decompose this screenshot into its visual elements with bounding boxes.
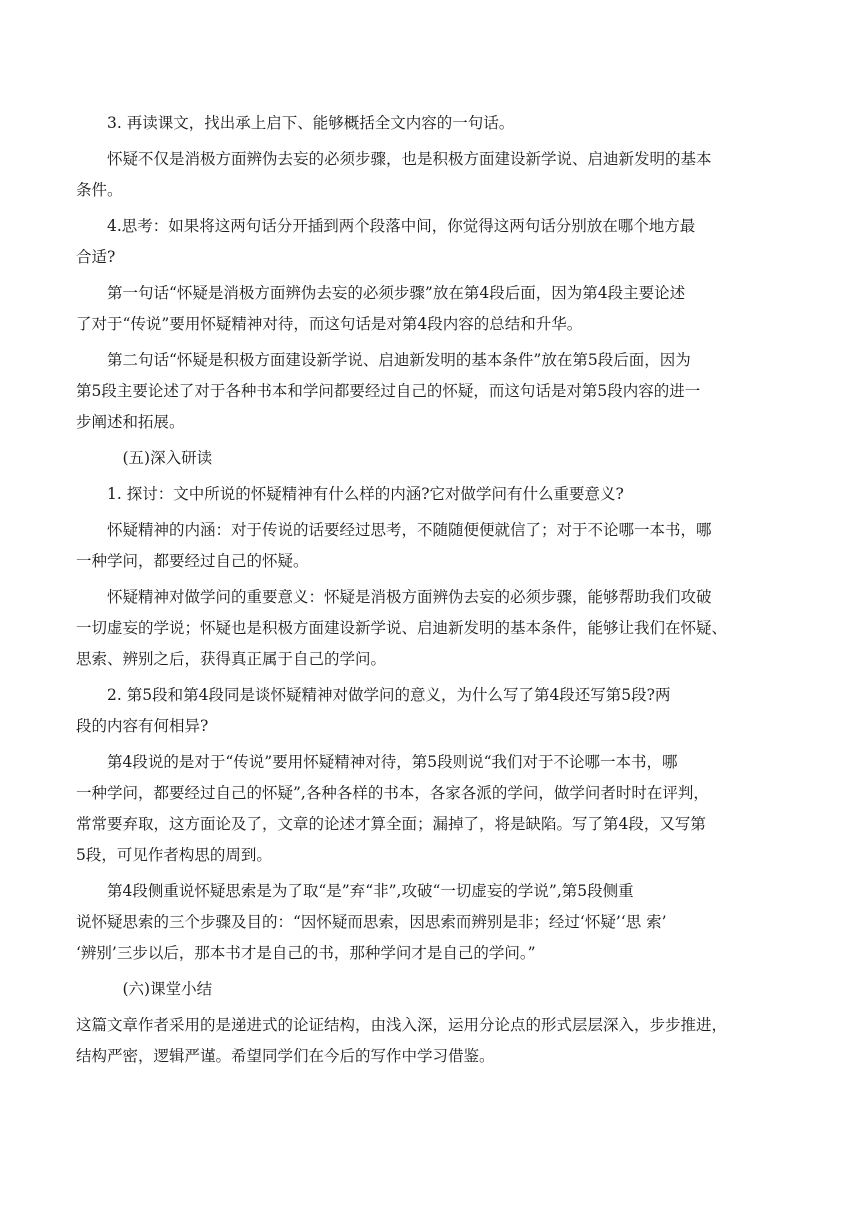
- paragraph: [76, 144, 788, 206]
- text-line: 常常要弃取，这方面论及了，文章的论述才算全面；漏掉了，将是缺陷。写了第4段，又写第: [76, 815, 706, 833]
- text-line: 第4段侧重说怀疑思索是为了取“是”弃“非”,攻破“一切虚妄的学说”,第5段侧重: [107, 882, 634, 900]
- text-line: 一种学问，都要经过自己的怀疑。: [76, 552, 309, 570]
- text-line: 第二句话“怀疑是积极方面建设新学说、启迪新发明的基本条件”放在第5段后面，因为: [107, 351, 691, 369]
- text-line: (六)课堂小结: [122, 980, 213, 998]
- paragraph: [76, 680, 788, 742]
- text-line: 步阐述和拓展。: [76, 413, 185, 431]
- paragraph: [76, 747, 788, 871]
- text-line: 段的内容有何相异?: [76, 717, 209, 735]
- text-line: 第一句话“怀疑是消极方面辨伪去妄的必须步骤”放在第4段后面，因为第4段主要论述: [107, 284, 686, 302]
- text-line: 怀疑精神的内涵：对于传说的话要经过思考，不随随便便就信了；对于不论哪一本书，哪: [107, 521, 712, 539]
- text-line: 怀疑不仅是消极方面辨伪去妄的必须步骤，也是积极方面建设新学说、启迪新发明的基本: [107, 150, 712, 168]
- paragraph: [76, 1010, 788, 1072]
- text-line: 3. 再读课文，找出承上启下、能够概括全文内容的一句话。: [107, 114, 515, 132]
- text-line: ‘辨别’三步以后，那本书才是自己的书，那种学问才是自己的学问。”: [76, 944, 536, 962]
- text-line: 这篇文章作者采用的是递进式的论证结构，由浅入深，运用分论点的形式层层深入，步步推进，: [76, 1016, 728, 1034]
- paragraph: [76, 108, 788, 139]
- text-line: 了对于“传说”要用怀疑精神对待，而这句话是对第4段内容的总结和升华。: [76, 315, 583, 333]
- text-line: 第5段主要论述了对于各种书本和学问都要经过自己的怀疑，而这句话是对第5段内容的进一: [76, 382, 701, 400]
- paragraph: [76, 211, 788, 273]
- text-line: 一切虚妄的学说；怀疑也是积极方面建设新学说、启迪新发明的基本条件，能够让我们在怀疑、: [76, 619, 728, 637]
- paragraph: [76, 582, 788, 675]
- text-line: 思索、辨别之后，获得真正属于自己的学问。: [76, 650, 387, 668]
- paragraph: [76, 515, 788, 577]
- text-line: 4.思考：如果将这两句话分开插到两个段落中间，你觉得这两句话分别放在哪个地方最: [107, 217, 696, 235]
- text-line: 2. 第5段和第4段同是谈怀疑精神对做学问的意义，为什么写了第4段还写第5段?两: [107, 686, 671, 704]
- text-line: 怀疑精神对做学问的重要意义：怀疑是消极方面辨伪去妄的必须步骤，能够帮助我们攻破: [107, 588, 712, 606]
- text-line: (五)深入研读: [122, 449, 213, 467]
- text-line: 条件。: [76, 181, 123, 199]
- text-line: 第4段说的是对于“传说”要用怀疑精神对待，第5段则说“我们对于不论哪一本书，哪: [107, 753, 678, 771]
- document-body: [76, 108, 788, 1072]
- section-heading: [76, 974, 788, 1005]
- paragraph: [76, 345, 788, 438]
- section-heading: [76, 443, 788, 474]
- text-line: 1. 探讨：文中所说的怀疑精神有什么样的内涵?它对做学问有什么重要意义?: [107, 485, 624, 503]
- text-line: 合适?: [76, 248, 116, 266]
- paragraph: [76, 479, 788, 510]
- text-line: 说怀疑思索的三个步骤及目的：“因怀疑而思索，因思索而辨别是非；经过‘怀疑’‘思 索’: [76, 913, 667, 931]
- text-line: 5段，可见作者构思的周到。: [76, 846, 272, 864]
- paragraph: [76, 278, 788, 340]
- text-line: 结构严密，逻辑严谨。希望同学们在今后的写作中学习借鉴。: [76, 1047, 495, 1065]
- paragraph: [76, 876, 788, 969]
- text-line: 一种学问，都要经过自己的怀疑”,各种各样的书本，各家各派的学问，做学问者时时在评判，: [76, 784, 709, 802]
